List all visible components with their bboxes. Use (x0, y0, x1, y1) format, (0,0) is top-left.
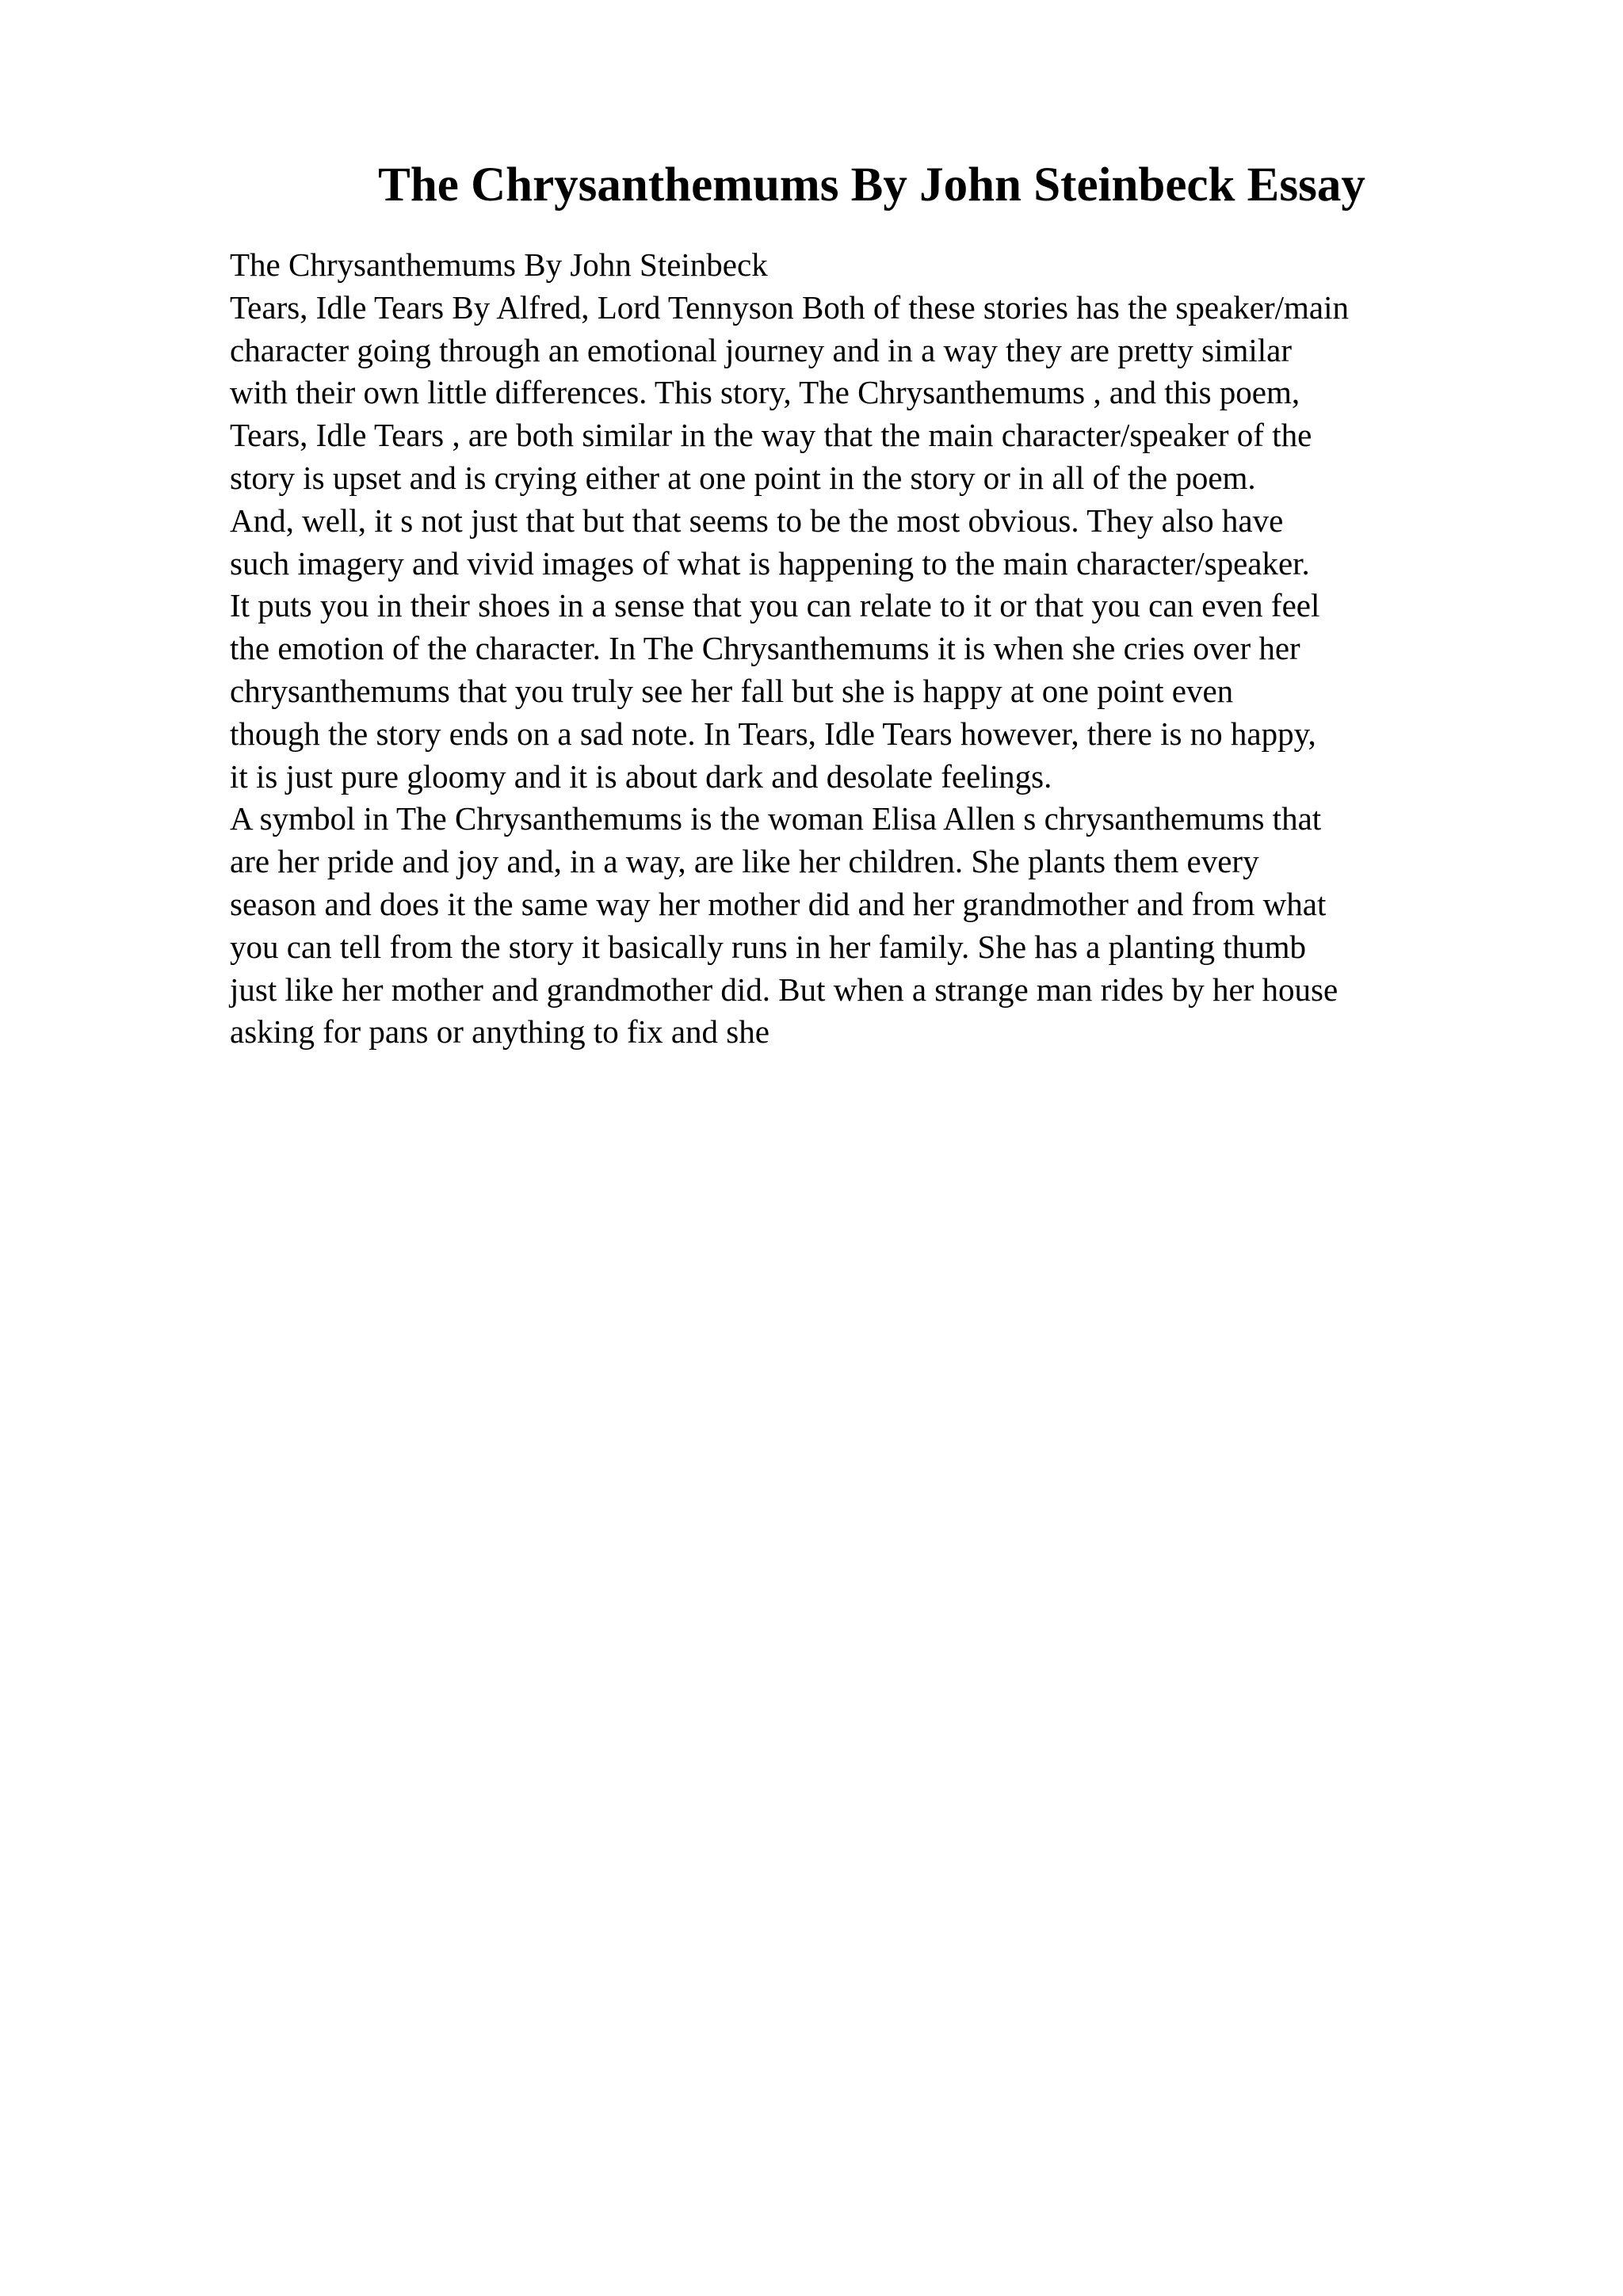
body-line: A symbol in The Chrysanthemums is the woman Elisa Allen s chrysanthemums that (230, 800, 1322, 837)
body-line: just like her mother and grandmother did. But when a strange man rides by her house (230, 971, 1338, 1008)
body-line: Tears, Idle Tears , are both similar in the way that the main character/speaker of the (230, 417, 1312, 454)
body-line: season and does it the same way her mother did and her grandmother and from what (230, 885, 1327, 922)
body-line: with their own little differences. This story, The Chrysanthemums , and this poem, (230, 374, 1300, 411)
body-line: Tears, Idle Tears By Alfred, Lord Tennyson Both of these stories has the speaker/main (230, 288, 1349, 326)
body-line: story is upset and is crying either at one point in the story or in all of the poem. (230, 459, 1256, 496)
body-line: though the story ends on a sad note. In Tears, Idle Tears however, there is no happy, (230, 715, 1316, 752)
body-line: The Chrysanthemums By John Steinbeck (230, 246, 768, 283)
body-line: And, well, it s not just that but that seems to be the most obvious. They also have (230, 502, 1284, 539)
body-line: are her pride and joy and, in a way, are like her children. She plants them every (230, 843, 1259, 880)
body-line: such imagery and vivid images of what is happening to the main character/speaker. (230, 544, 1310, 582)
document-body (230, 244, 1529, 1054)
body-line: asking for pans or anything to fix and she (230, 1013, 769, 1051)
body-line: it is just pure gloomy and it is about dark and desolate feelings. (230, 757, 1052, 795)
document-title: The Chrysanthemums By John Steinbeck Essay (378, 158, 1365, 212)
body-line: the emotion of the character. In The Chrysanthemums it is when she cries over her (230, 630, 1300, 667)
body-line: you can tell from the story it basically runs in her family. She has a planting thumb (230, 928, 1307, 965)
body-line: It puts you in their shoes in a sense that you can relate to it or that you can even feel (230, 587, 1320, 624)
body-line: character going through an emotional journey and in a way they are pretty similar (230, 331, 1293, 368)
body-line: chrysanthemums that you truly see her fall but she is happy at one point even (230, 672, 1234, 709)
